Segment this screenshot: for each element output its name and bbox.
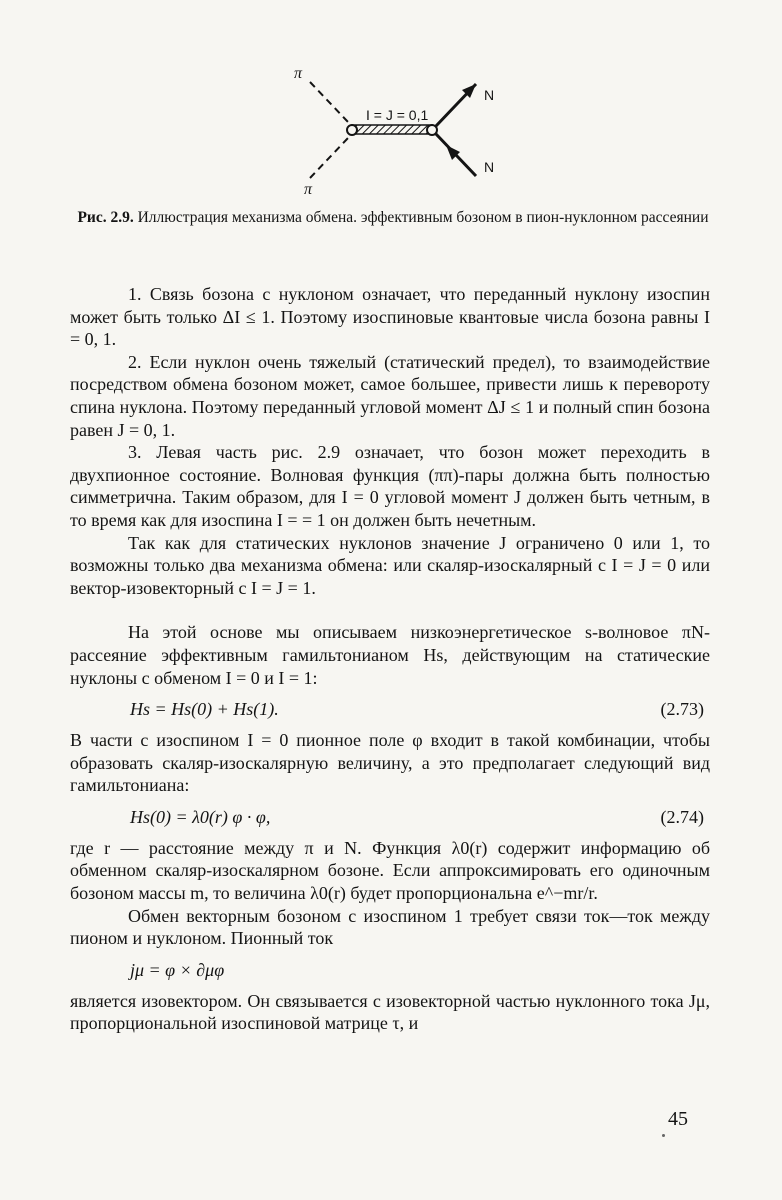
pion-line-top	[310, 82, 348, 122]
caption-label: Рис. 2.9.	[77, 209, 134, 226]
paragraph: 2. Если нуклон очень тяжелый (статический предел), то взаимодействие посредством обмена бозоном может, самое большее, привести лишь к перевороту спина нуклона. Поэтому переданный угловой момент ΔJ ≤ 1 и полный спин бозона равен J = 0, 1.	[70, 351, 710, 440]
label-n-top: N	[484, 87, 495, 103]
paragraph: На этой основе мы описываем низкоэнергетическое s-волновое πN-рассеяние эффективным гамильтонианом Hs, действующим на статические нуклоны с обменом I = 0 и I = 1:	[70, 622, 710, 688]
equation-number: (2.74)	[660, 806, 704, 827]
vertex-right	[427, 125, 437, 135]
exchange-diagram	[280, 60, 520, 200]
label-pi-bottom: π	[304, 181, 313, 198]
paragraph: 1. Связь бозона с нуклоном означает, что переданный нуклону изоспин может быть только ΔI ≤ 1. Поэтому изоспиновые квантовые числа бозона равны I = 0, 1.	[70, 284, 710, 350]
equation-number: (2.73)	[660, 699, 704, 720]
label-exchange: I = J = 0,1	[366, 107, 429, 123]
paragraph: 3. Левая часть рис. 2.9 означает, что бозон может переходить в двухпионное состояние. Волновая функция (ππ)-пары должна быть полностью симметрична. Таким образом, для I = 0 угловой момент J должен быть четным, в то время как для изоспина I = = 1 он должен быть нечетным.	[70, 442, 710, 530]
page-number: 45	[668, 1108, 688, 1130]
boson-propagator	[352, 125, 432, 134]
caption-text: Иллюстрация механизма обмена. эффективным бозоном в пион-нуклонном рассеянии	[137, 209, 709, 226]
paragraph: где r — расстояние между π и N. Функция λ0(r) содержит информацию об обменном скаляр-изоскалярном бозоне. Если аппроксимировать его одиночным бозоном массы m, то величина λ0(r) будет пропорциональна e^−mr/r.	[70, 837, 710, 904]
paragraph: Обмен векторным бозоном с изоспином 1 требует связи ток—ток между пионом и нуклоном. Пионный ток	[70, 905, 710, 949]
paragraph: является изовектором. Он связывается с изовекторной частью нуклонного тока Jμ, пропорциональной изоспиновой матрице τ, и	[70, 990, 710, 1034]
paragraph: В части с изоспином I = 0 пионное поле φ входит в такой комбинации, чтобы образовать скаляр-изоскалярную величину, а это предполагает следующий вид гамильтониана:	[70, 730, 710, 796]
paragraph: Так как для статических нуклонов значение J ограничено 0 или 1, то возможны только два механизма обмена: или скаляр-изоскалярный с I = J = 0 или вектор-изовекторный с I = J = 1.	[70, 532, 710, 598]
label-n-bottom: N	[484, 159, 495, 175]
formula-2-73	[70, 689, 710, 729]
formula-current	[70, 950, 710, 990]
formula-expression: jμ = φ × ∂μφ	[130, 959, 225, 980]
figure-caption	[68, 208, 718, 228]
vertex-left	[347, 125, 357, 135]
pion-line-bottom	[310, 138, 348, 178]
formula-expression: Hs = Hs(0) + Hs(1).	[130, 699, 279, 720]
scan-speck	[662, 1134, 665, 1137]
body-text	[70, 283, 710, 1035]
label-pi-top: π	[294, 65, 303, 82]
formula-expression: Hs(0) = λ0(r) φ · φ,	[130, 806, 271, 827]
formula-2-74	[70, 797, 710, 837]
